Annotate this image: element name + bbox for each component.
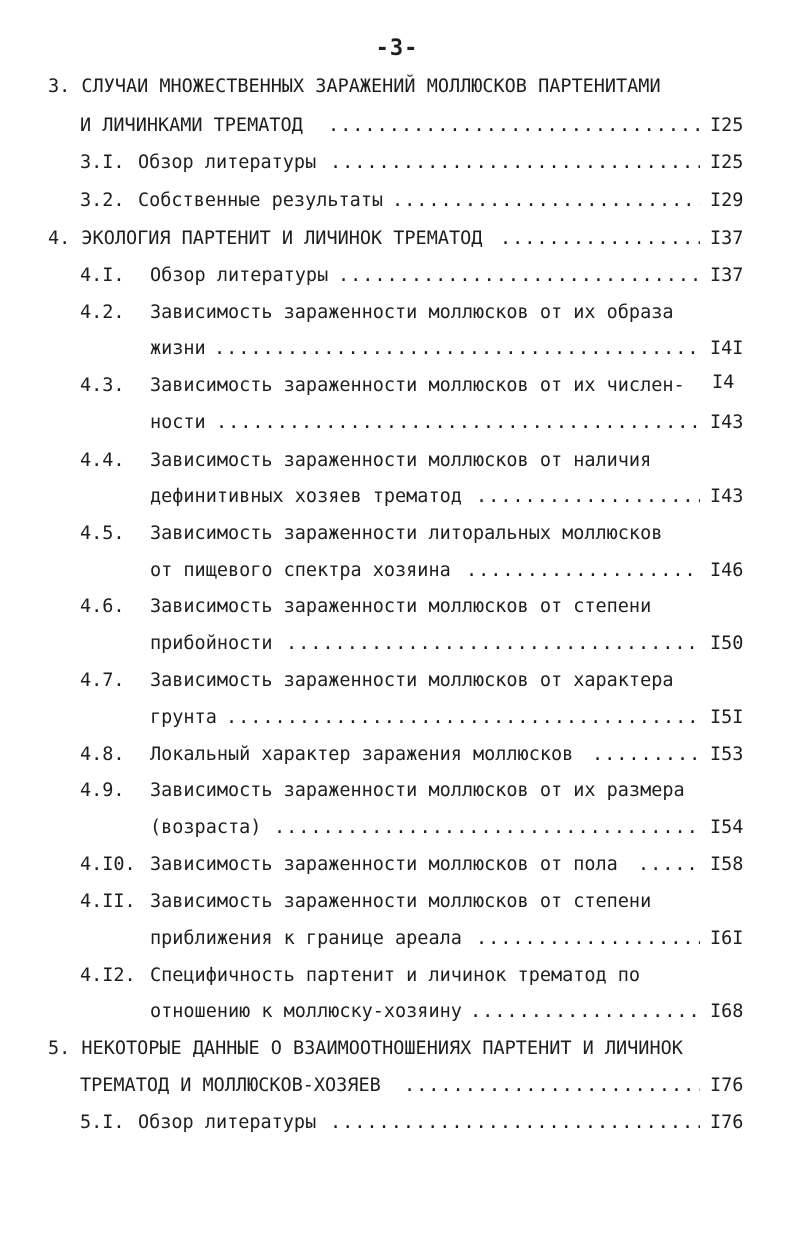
toc-section-title-text: 5. НЕКОТОРЫЕ ДАННЫЕ О ВЗАИМООТНОШЕНИЯХ ПАРТЕНИТ И ЛИЧИНОК <box>48 1038 683 1059</box>
dot-leader <box>404 1071 700 1101</box>
dot-leader <box>338 261 702 291</box>
toc-entry-number: 4.I. <box>80 265 125 286</box>
page-number: -3- <box>375 36 419 61</box>
toc-entry-4-9 <box>80 776 750 806</box>
toc-entry-number: 4.5. <box>80 523 125 544</box>
toc-page-number: I68 <box>710 1001 744 1022</box>
toc-section-5-title-cont <box>80 1071 750 1101</box>
toc-page-number: I4 <box>712 372 735 393</box>
toc-page-number: I43 <box>710 412 744 433</box>
toc-page-number: I5I <box>710 707 744 728</box>
toc-entry-4-3 <box>80 371 750 401</box>
toc-entry-text: Зависимость зараженности моллюсков от пола <box>150 854 618 875</box>
toc-entry-number: 4.I0. <box>80 854 136 875</box>
toc-section-title-text: 3. СЛУЧАИ МНОЖЕСТВЕННЫХ ЗАРАЖЕНИЙ МОЛЛЮСКОВ ПАРТЕНИТАМИ <box>48 76 661 97</box>
toc-entry-4-7-cont <box>150 703 750 733</box>
toc-entry-text: Локальный характер заражения моллюсков <box>150 744 574 765</box>
toc-entry-4-5-cont <box>150 556 750 586</box>
toc-entry-3-1 <box>80 148 750 178</box>
toc-entry-4-12-cont <box>150 997 750 1027</box>
toc-entry-4-4-cont <box>150 482 750 512</box>
dot-leader <box>500 224 700 254</box>
dot-leader <box>392 186 700 216</box>
dot-leader <box>286 629 700 659</box>
dot-leader <box>476 924 700 954</box>
toc-entry-text: прибойности <box>150 633 273 654</box>
toc-entry-text: Зависимость зараженности моллюсков от характера <box>150 670 674 691</box>
dot-leader <box>214 334 700 364</box>
toc-section-title-text: ТРЕМАТОД И МОЛЛЮСКОВ-ХОЗЯЕВ <box>80 1075 381 1096</box>
toc-page-number: I25 <box>710 115 744 136</box>
toc-entry-number: 4.I2. <box>80 965 136 986</box>
dot-leader <box>330 1108 700 1138</box>
toc-entry-4-3-cont <box>150 408 750 438</box>
toc-entry-4-1 <box>80 261 750 291</box>
toc-page-number: I54 <box>710 817 744 838</box>
toc-entry-number: 3.2. <box>80 190 125 211</box>
dot-leader <box>328 111 700 141</box>
dot-leader <box>592 740 700 770</box>
toc-section-title-text: И ЛИЧИНКАМИ ТРЕМАТОД <box>80 115 303 136</box>
toc-entry-4-4 <box>80 446 750 476</box>
dot-leader <box>216 408 700 438</box>
toc-entry-4-8 <box>80 740 750 770</box>
toc-entry-number: 4.4. <box>80 450 125 471</box>
toc-section-3-title <box>48 72 748 102</box>
toc-section-title-text: 4. ЭКОЛОГИЯ ПАРТЕНИТ И ЛИЧИНОК ТРЕМАТОД <box>48 228 483 249</box>
toc-entry-4-11-cont <box>150 924 750 954</box>
toc-entry-text: Собственные результаты <box>138 190 384 211</box>
toc-entry-text: грунта <box>150 707 217 728</box>
toc-page-number: I50 <box>710 633 744 654</box>
toc-entry-number: 4.9. <box>80 780 125 801</box>
toc-entry-4-10 <box>80 850 750 880</box>
toc-entry-4-11 <box>80 887 750 917</box>
toc-page-number: I6I <box>710 928 744 949</box>
toc-entry-text: от пищевого спектра хозяина <box>150 560 451 581</box>
toc-page-number: I25 <box>710 152 744 173</box>
toc-entry-text: Зависимость зараженности моллюсков от их числен- <box>150 375 685 396</box>
toc-entry-number: 4.3. <box>80 375 125 396</box>
toc-entry-text: отношению к моллюску-хозяину <box>150 1001 462 1022</box>
toc-entry-4-2 <box>80 298 750 328</box>
toc-entry-4-5 <box>80 519 750 549</box>
toc-page-number: I4I <box>710 338 744 359</box>
toc-entry-text: жизни <box>150 338 206 359</box>
toc-page-number: I53 <box>710 744 744 765</box>
toc-entry-text: Обзор литературы <box>138 152 317 173</box>
toc-entry-number: 4.7. <box>80 670 125 691</box>
dot-leader <box>476 482 700 512</box>
toc-entry-number: 5.I. <box>80 1112 125 1133</box>
toc-page-number: I76 <box>710 1112 744 1133</box>
toc-entry-number: 4.8. <box>80 744 125 765</box>
toc-entry-number: 4.6. <box>80 596 125 617</box>
toc-page-number: I37 <box>710 265 744 286</box>
dot-leader <box>638 850 700 880</box>
toc-entry-5-1 <box>80 1108 750 1138</box>
toc-entry-4-2-cont <box>150 334 750 364</box>
toc-entry-text: Зависимость зараженности литоральных моллюсков <box>150 523 663 544</box>
toc-entry-text: Зависимость зараженности моллюсков от степени <box>150 596 652 617</box>
toc-entry-text: Зависимость зараженности моллюсков от их образа <box>150 302 674 323</box>
toc-section-4-title <box>48 224 750 254</box>
toc-page-number: I76 <box>710 1075 744 1096</box>
toc-entry-4-12 <box>80 961 750 991</box>
dot-leader <box>330 148 700 178</box>
toc-entry-text: ности <box>150 412 206 433</box>
dot-leader <box>274 813 700 843</box>
toc-entry-3-2 <box>80 186 750 216</box>
toc-page-number: I37 <box>710 228 744 249</box>
toc-entry-text: Зависимость зараженности моллюсков от их размера <box>150 780 685 801</box>
toc-entry-text: Специфичность партенит и личинок трематод по <box>150 965 641 986</box>
toc-entry-number: 4.2. <box>80 302 125 323</box>
toc-entry-text: Обзор литературы <box>138 1112 317 1133</box>
toc-entry-number: 3.I. <box>80 152 125 173</box>
toc-page-number: I43 <box>710 486 744 507</box>
dot-leader <box>226 703 700 733</box>
toc-entry-text: приближения к границе ареала <box>150 928 462 949</box>
toc-entry-4-7 <box>80 666 750 696</box>
toc-section-3-title-cont <box>80 111 750 141</box>
toc-entry-4-9-cont <box>150 813 750 843</box>
toc-page-number: I58 <box>710 854 744 875</box>
toc-section-5-title <box>48 1034 750 1064</box>
toc-entry-4-6-cont <box>150 629 750 659</box>
toc-entry-4-6 <box>80 592 750 622</box>
toc-entry-text: Обзор литературы <box>150 265 329 286</box>
dot-leader <box>466 556 700 586</box>
toc-entry-text: дефинитивных хозяев трематод <box>150 486 462 507</box>
dot-leader <box>470 997 700 1027</box>
toc-entry-text: (возраста) <box>150 817 262 838</box>
toc-entry-text: Зависимость зараженности моллюсков от степени <box>150 891 652 912</box>
toc-page-number: I46 <box>710 560 744 581</box>
toc-entry-number: 4.II. <box>80 891 136 912</box>
toc-entry-text: Зависимость зараженности моллюсков от наличия <box>150 450 652 471</box>
toc-page-number: I29 <box>710 190 744 211</box>
